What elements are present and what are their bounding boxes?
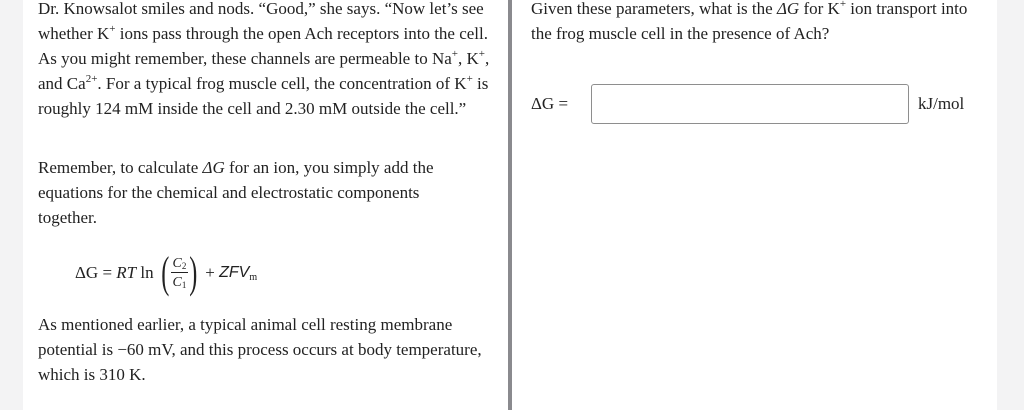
text-run: ion transport into the frog muscle cell in the presence of Ach? [531, 0, 968, 43]
text-run: Remember, to calculate [38, 158, 203, 177]
fraction-numerator: $C_2$ [172, 256, 187, 271]
superscript: + [466, 73, 473, 85]
delta-g-symbol: ΔG [776, 0, 800, 18]
text-run: for K [799, 0, 840, 18]
instruction-paragraph [38, 155, 478, 230]
intro-paragraph [38, 0, 498, 121]
equation-zfv: $ZFV_m$ [219, 264, 258, 283]
equation-lhs: ΔG = [75, 263, 117, 282]
text-run: for an ion, you simply add the equations for the chemical and electrostatic components together. [38, 158, 434, 227]
text-run: Given these parameters, what is the [531, 0, 777, 18]
text-run: is roughly 124 mM inside the cell and 2.30 mM outside the cell.” [38, 74, 489, 118]
text-run: Dr. Knowsalot smiles and nods. “Good,” she says. “Now let’s see whether K [38, 0, 484, 43]
equation-plus: + [201, 263, 220, 282]
delta-g-equation [75, 245, 257, 301]
concentration-fraction [171, 256, 189, 290]
text-run: , and Ca [38, 49, 490, 93]
equation-rt: RT [116, 263, 137, 282]
conditions-paragraph [38, 312, 498, 387]
question-text [531, 0, 981, 46]
unit-label: kJ/mol [918, 94, 965, 113]
text-run: ions pass through the open Ach receptors into the cell. As you might remember, these channels are permeable to Na [38, 24, 488, 68]
left-paren: ( [161, 248, 170, 297]
fraction-denominator: $C_1$ [172, 275, 187, 290]
answer-label: ΔG = [531, 94, 569, 113]
text-run: . For a typical frog muscle cell, the concentration of K [97, 74, 467, 93]
delta-g-answer-input[interactable] [591, 84, 909, 124]
superscript: + [451, 48, 458, 60]
superscript: + [478, 48, 485, 60]
right-panel [512, 0, 997, 410]
left-panel [23, 0, 508, 410]
equation-ln: ln [136, 263, 158, 282]
superscript: + [839, 0, 847, 10]
text-run: As mentioned earlier, a typical animal cell resting membrane potential is −60 mV, and this process occurs at body temperature, which is 310 K. [38, 315, 482, 384]
text-run: , K [458, 49, 479, 68]
right-paren: ) [189, 248, 198, 297]
delta-g-symbol: ΔG [202, 158, 225, 177]
superscript: 2+ [85, 73, 98, 85]
superscript: + [109, 23, 116, 35]
answer-row [531, 82, 997, 126]
